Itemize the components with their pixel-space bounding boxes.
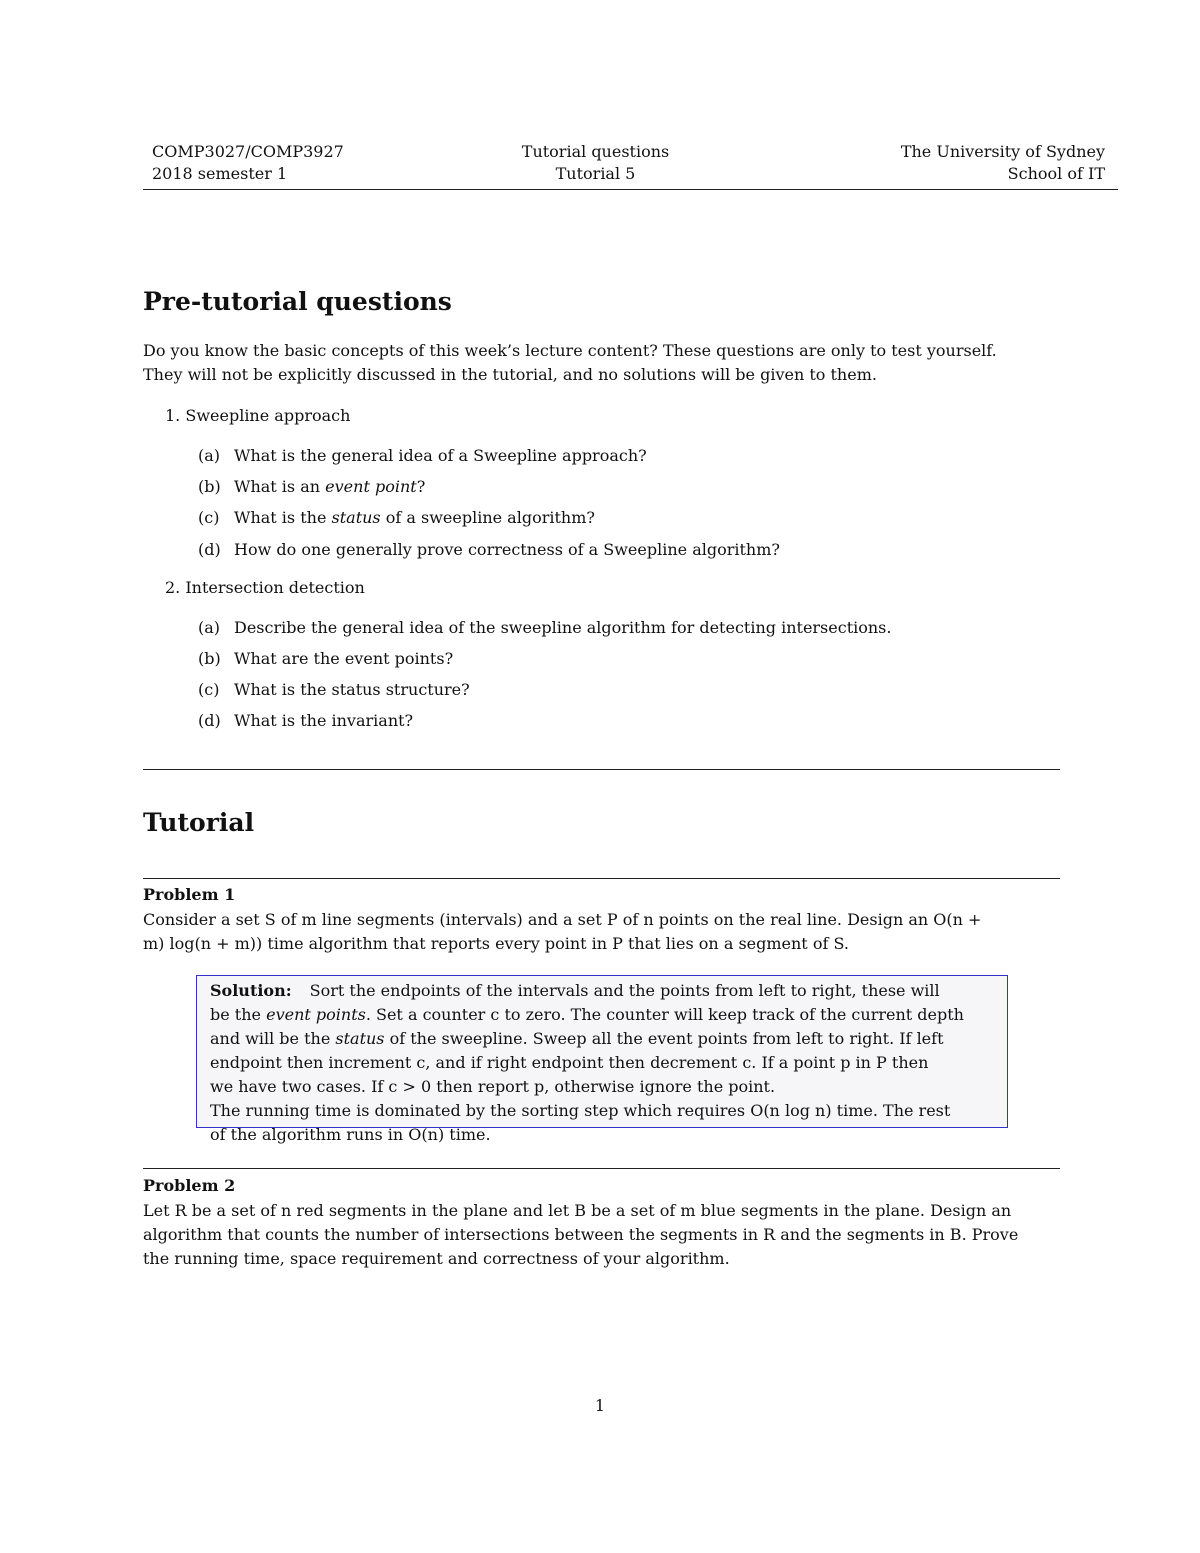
- item-label: (d): [198, 540, 221, 559]
- item-label: (b): [198, 477, 221, 496]
- pretutorial-title: Pre-tutorial questions: [143, 287, 452, 316]
- problem-divider: [143, 1168, 1060, 1169]
- tutorial-title: Tutorial: [143, 808, 255, 837]
- problem-2-line-2: algorithm that counts the number of intersections between the segments in R and the segments in B. Prove: [143, 1225, 1019, 1244]
- solution-box: [196, 975, 1008, 1144]
- item-text: Describe the general idea of the sweepline algorithm for detecting intersections.: [234, 618, 892, 637]
- item-emphasis: event point: [325, 477, 417, 496]
- header-right: [901, 141, 1105, 185]
- solution-line-5: we have two cases. If c > 0 then report p, otherwise ignore the point.: [210, 1077, 776, 1096]
- item-text: What is the invariant?: [234, 711, 414, 730]
- item-text: What are the event points?: [234, 649, 454, 668]
- question-1: [165, 405, 350, 427]
- solution-emphasis: status: [335, 1029, 385, 1048]
- question-2a: [198, 617, 891, 639]
- question-1a: [198, 445, 647, 467]
- question-number: 2.: [165, 578, 181, 597]
- item-text: of a sweepline algorithm?: [380, 508, 595, 527]
- problem-2-line-1: Let R be a set of n red segments in the plane and let B be a set of m blue segments in the plane. Design an: [143, 1201, 1012, 1220]
- item-label: (a): [198, 446, 221, 465]
- item-text: What is the general idea of a Sweepline approach?: [234, 446, 647, 465]
- intro-line-2: They will not be explicitly discussed in the tutorial, and no solutions will be given to them.: [143, 365, 877, 384]
- solution-line-1: Sort the endpoints of the intervals and the points from left to right, these will: [309, 981, 940, 1000]
- question-1c: [198, 507, 595, 529]
- item-text: How do one generally prove correctness of a Sweepline algorithm?: [234, 540, 780, 559]
- solution-text: of the sweepline. Sweep all the event points from left to right. If left: [384, 1029, 944, 1048]
- problem-1-line-1: Consider a set S of m line segments (intervals) and a set P of n points on the real line. Design an O(n +: [143, 910, 982, 929]
- question-title: Sweepline approach: [185, 406, 351, 425]
- problem-2-title: Problem 2: [143, 1176, 236, 1195]
- solution-label: Solution:: [210, 981, 292, 1000]
- item-emphasis: status: [331, 508, 381, 527]
- question-2c: [198, 679, 470, 701]
- question-title: Intersection detection: [185, 578, 365, 597]
- school: School of IT: [1007, 164, 1105, 183]
- doc-type: Tutorial questions: [521, 142, 670, 161]
- solution-emphasis: event points: [266, 1005, 366, 1024]
- question-2b: [198, 648, 453, 670]
- course-code: COMP3027/COMP3927: [152, 142, 344, 161]
- question-2: [165, 577, 365, 599]
- problem-1-body: [143, 908, 1060, 956]
- item-label: (b): [198, 649, 221, 668]
- pretutorial-intro: [143, 339, 1060, 387]
- university: The University of Sydney: [900, 142, 1105, 161]
- question-1b: [198, 476, 425, 498]
- solution-line-4: endpoint then increment c, and if right endpoint then decrement c. If a point p in P then: [210, 1053, 929, 1072]
- solution-text: be the: [210, 1005, 267, 1024]
- question-number: 1.: [165, 406, 181, 425]
- problem-2-body: [143, 1199, 1060, 1271]
- solution-line-7: of the algorithm runs in O(n) time.: [210, 1125, 491, 1144]
- solution-line-6: The running time is dominated by the sorting step which requires O(n log n) time. The rest: [210, 1101, 951, 1120]
- problem-2-line-3: the running time, space requirement and correctness of your algorithm.: [143, 1249, 730, 1268]
- problem-1-line-2: m) log(n + m)) time algorithm that reports every point in P that lies on a segment of S.: [143, 934, 849, 953]
- item-text: What is the status structure?: [234, 680, 470, 699]
- item-label: (d): [198, 711, 221, 730]
- problem-divider: [143, 878, 1060, 879]
- item-label: (a): [198, 618, 221, 637]
- semester: 2018 semester 1: [152, 164, 288, 183]
- item-label: (c): [198, 680, 220, 699]
- item-label: (c): [198, 508, 220, 527]
- question-1d: [198, 539, 780, 561]
- tutorial-number: Tutorial 5: [555, 164, 636, 183]
- problem-1-title: Problem 1: [143, 885, 236, 904]
- section-divider: [143, 769, 1060, 770]
- page-number: 1: [594, 1396, 606, 1415]
- item-text: What is an: [234, 477, 326, 496]
- question-2d: [198, 710, 413, 732]
- solution-text: . Set a counter c to zero. The counter will keep track of the current depth: [365, 1005, 964, 1024]
- item-text: ?: [416, 477, 426, 496]
- intro-line-1: Do you know the basic concepts of this week’s lecture content? These questions are only to test yourself.: [143, 341, 997, 360]
- item-text: What is the: [234, 508, 332, 527]
- solution-text: and will be the: [210, 1029, 336, 1048]
- page-header: [143, 141, 1118, 190]
